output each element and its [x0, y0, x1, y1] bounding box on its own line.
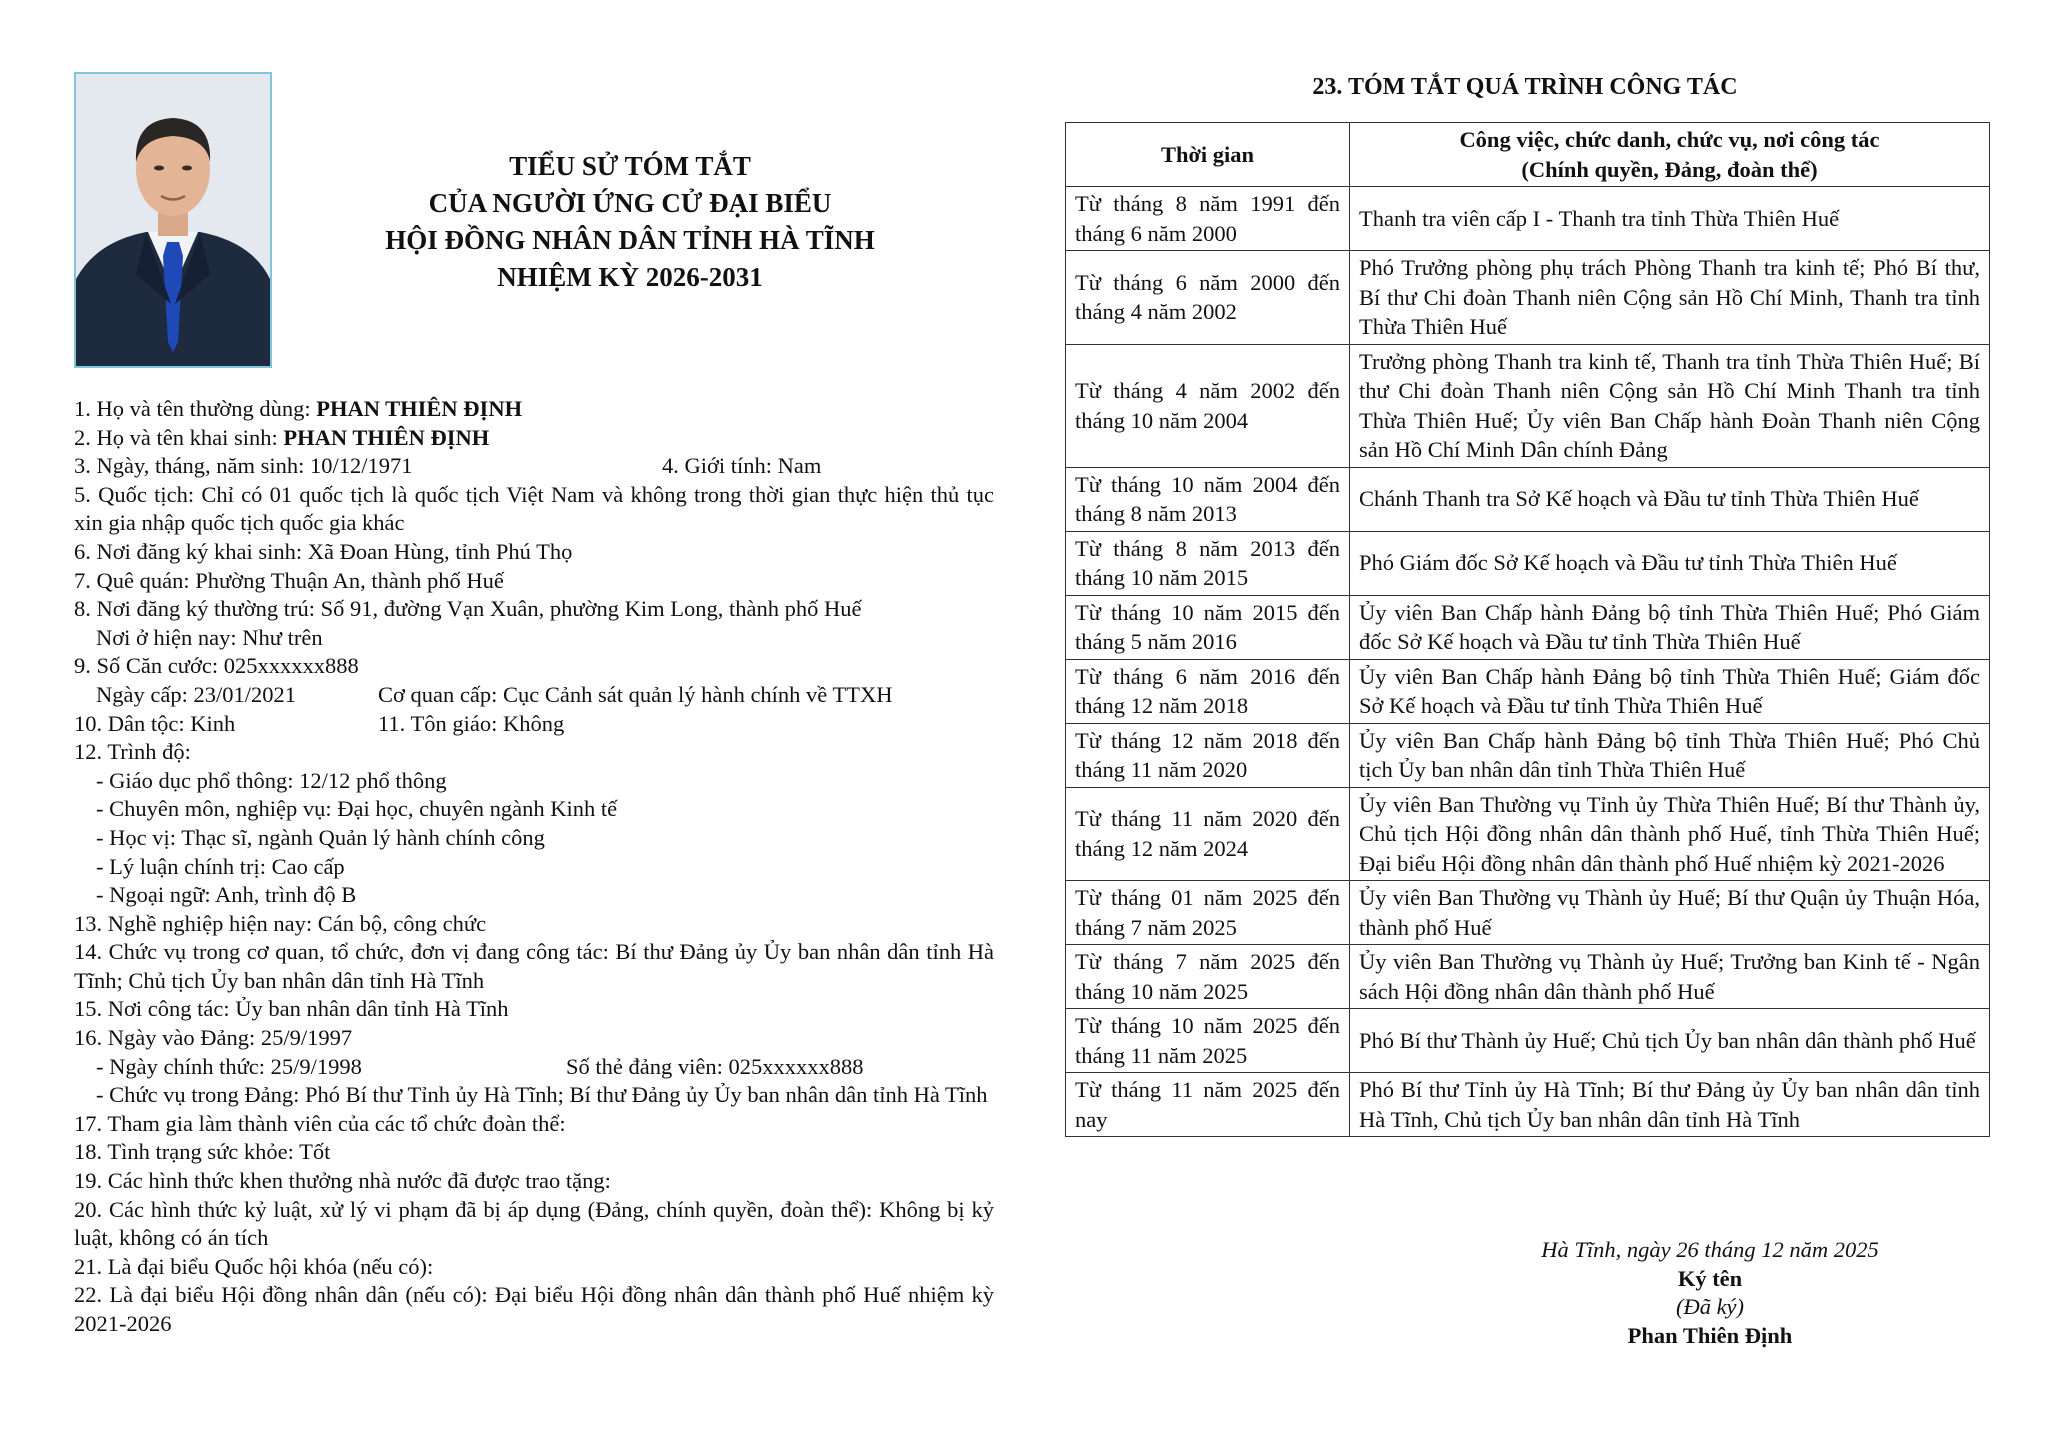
row-work: Ủy viên Ban Chấp hành Đảng bộ tỉnh Thừa Thiên Huế; Phó Giám đốc Sở Kế hoạch và Đầu tư tỉnh Thừa Thiên Huế: [1350, 595, 1990, 659]
row-work: Ủy viên Ban Chấp hành Đảng bộ tỉnh Thừa Thiên Huế; Phó Chủ tịch Ủy ban nhân dân tỉnh Thừa Thiên Huế: [1350, 723, 1990, 787]
table-row: [1066, 344, 1990, 467]
row-work: Phó Giám đốc Sở Kế hoạch và Đầu tư tỉnh Thừa Thiên Huế: [1350, 531, 1990, 595]
row-work: Ủy viên Ban Chấp hành Đảng bộ tỉnh Thừa Thiên Huế; Giám đốc Sở Kế hoạch và Đầu tư tỉnh Thừa Thiên Huế: [1350, 659, 1990, 723]
title-line-3: HỘI ĐỒNG NHÂN DÂN TỈNH HÀ TĨNH: [385, 225, 875, 255]
row-work: Ủy viên Ban Thường vụ Thành ủy Huế; Trưởng ban Kinh tế - Ngân sách Hội đồng nhân dân thành phố Huế: [1350, 945, 1990, 1009]
table-row: [1066, 187, 1990, 251]
table-row: [1066, 1073, 1990, 1137]
table-row: [1066, 723, 1990, 787]
row-time: Từ tháng 8 năm 1991 đến tháng 6 năm 2000: [1066, 187, 1350, 251]
id-issue-info: [74, 681, 994, 710]
row-time: Từ tháng 6 năm 2000 đến tháng 4 năm 2002: [1066, 251, 1350, 345]
table-row: [1066, 659, 1990, 723]
signed-note: (Đã ký): [1675, 1294, 1745, 1319]
religion: 11. Tôn giáo: Không: [378, 710, 565, 736]
info-item-10-11: [74, 710, 994, 739]
current-position: 14. Chức vụ trong cơ quan, tổ chức, đơn vị đang công tác: Bí thư Đảng ủy Ủy ban nhân dân tỉnh Hà Tĩnh; Chủ tịch Ủy ban nhân dân tỉnh Hà Tĩnh: [74, 939, 994, 993]
title-line-1: TIỂU SỬ TÓM TẮT: [509, 151, 751, 181]
table-row: [1066, 531, 1990, 595]
table-row: [1066, 945, 1990, 1009]
row-time: Từ tháng 01 năm 2025 đến tháng 7 năm 2025: [1066, 881, 1350, 945]
header-work: [1350, 123, 1990, 187]
info-item-2: [74, 424, 994, 453]
info-item-1: [74, 395, 994, 424]
row-work: Ủy viên Ban Thường vụ Tỉnh ủy Thừa Thiên Huế; Bí thư Thành ủy, Chủ tịch Hội đồng nhân dân thành phố Huế, tỉnh Thừa Thiên Huế; Đại biểu Hội đồng nhân dân thành phố Huế nhiệm kỳ 2021-2026: [1350, 787, 1990, 881]
title-line-2: CỦA NGƯỜI ỨNG CỬ ĐẠI BIỂU: [428, 188, 832, 218]
candidate-portrait: [74, 72, 272, 368]
party-card-number: Số thẻ đảng viên: 025xxxxxx888: [566, 1053, 864, 1079]
document-title: [330, 148, 930, 296]
table-row: [1066, 881, 1990, 945]
row-work: Phó Trưởng phòng phụ trách Phòng Thanh tra kinh tế; Phó Bí thư, Bí thư Chi đoàn Thanh niên Cộng sản Hồ Chí Minh, Thanh tra tỉnh Thừa Thiên Huế: [1350, 251, 1990, 345]
awards: 19. Các hình thức khen thưởng nhà nước đã được trao tặng:: [74, 1168, 611, 1194]
ethnicity: 10. Dân tộc: Kinh: [74, 710, 236, 736]
party-join-date: 16. Ngày vào Đảng: 25/9/1997: [74, 1025, 353, 1051]
row-time: Từ tháng 8 năm 2013 đến tháng 10 năm 2015: [1066, 531, 1350, 595]
signature-block: [1430, 1236, 1990, 1350]
education-heading: 12. Trình độ:: [74, 739, 191, 765]
row-work: Phó Bí thư Tỉnh ủy Hà Tĩnh; Bí thư Đảng ủy Ủy ban nhân dân tỉnh Hà Tĩnh, Chủ tịch Ủy ban nhân dân tỉnh Hà Tĩnh: [1350, 1073, 1990, 1137]
row-time: Từ tháng 7 năm 2025 đến tháng 10 năm 2025: [1066, 945, 1350, 1009]
education-general: - Giáo dục phổ thông: 12/12 phổ thông: [96, 767, 447, 793]
career-table: [1065, 122, 1990, 1137]
row-work: Trưởng phòng Thanh tra kinh tế, Thanh tra tỉnh Thừa Thiên Huế; Bí thư Chi đoàn Thanh niên Cộng sản Hồ Chí Minh Thanh tra tỉnh Thừa Thiên Huế; Ủy viên Ban Chấp hành Đoàn Thanh niên Cộng sản Hồ Chí Minh Dân chính Đảng: [1350, 344, 1990, 467]
health-status: 18. Tình trạng sức khỏe: Tốt: [74, 1139, 331, 1165]
party-official-date: - Ngày chính thức: 25/9/1998: [96, 1053, 362, 1079]
party-position: - Chức vụ trong Đảng: Phó Bí thư Tỉnh ủy Hà Tĩnh; Bí thư Đảng ủy Ủy ban nhân dân tỉnh Hà Tĩnh: [96, 1082, 988, 1108]
row-time: Từ tháng 10 năm 2004 đến tháng 8 năm 2013: [1066, 467, 1350, 531]
header-time: Thời gian: [1066, 123, 1350, 187]
title-line-4: NHIỆM KỲ 2026-2031: [497, 262, 763, 292]
info-label: 1. Họ và tên thường dùng:: [74, 396, 317, 421]
row-time: Từ tháng 10 năm 2015 đến tháng 5 năm 2016: [1066, 595, 1350, 659]
signer-name: Phan Thiên Định: [1627, 1322, 1793, 1348]
current-residence: Nơi ở hiện nay: Như trên: [96, 624, 323, 650]
place-date: Hà Tĩnh, ngày 26 tháng 12 năm 2025: [1541, 1237, 1879, 1262]
row-time: Từ tháng 10 năm 2025 đến tháng 11 năm 2025: [1066, 1009, 1350, 1073]
council-delegate: 22. Là đại biểu Hội đồng nhân dân (nếu có): Đại biểu Hội đồng nhân dân thành phố Huế nhiệm kỳ 2021-2026: [74, 1282, 994, 1336]
portrait-illustration: [76, 74, 270, 366]
row-work: Ủy viên Ban Thường vụ Thành ủy Huế; Bí thư Quận ủy Thuận Hóa, thành phố Huế: [1350, 881, 1990, 945]
row-work: Chánh Thanh tra Sở Kế hoạch và Đầu tư tỉnh Thừa Thiên Huế: [1350, 467, 1990, 531]
workplace: 15. Nơi công tác: Ủy ban nhân dân tỉnh Hà Tĩnh: [74, 996, 509, 1022]
table-header-row: [1066, 123, 1990, 187]
table-row: [1066, 467, 1990, 531]
row-time: Từ tháng 12 năm 2018 đến tháng 11 năm 2020: [1066, 723, 1350, 787]
discipline: 20. Các hình thức kỷ luật, xử lý vi phạm đã bị áp dụng (Đảng, chính quyền, đoàn thể): Không bị kỷ luật, không có án tích: [74, 1196, 994, 1251]
education-degree: - Học vị: Thạc sĩ, ngành Quản lý hành chính công: [96, 824, 545, 850]
permanent-address: 8. Nơi đăng ký thường trú: Số 91, đường Vạn Xuân, phường Kim Long, thành phố Huế: [74, 596, 862, 622]
id-number: 9. Số Căn cước: 025xxxxxx888: [74, 653, 359, 679]
header-work-line-2: (Chính quyền, Đảng, đoàn thể): [1521, 156, 1818, 182]
education-language: - Ngoại ngữ: Anh, trình độ B: [96, 882, 357, 908]
table-row: [1066, 787, 1990, 881]
party-official-info: [74, 1053, 994, 1082]
hometown: 7. Quê quán: Phường Thuận An, thành phố Huế: [74, 567, 504, 593]
sign-label: Ký tên: [1677, 1265, 1743, 1291]
nationality: 5. Quốc tịch: Chỉ có 01 quốc tịch là quốc tịch Việt Nam và không trong thời gian thực hiện thủ tục xin gia nhập quốc tịch quốc gia khác: [74, 481, 994, 536]
birth-name: PHAN THIÊN ĐỊNH: [283, 424, 490, 450]
occupation: 13. Nghề nghiệp hiện nay: Cán bộ, công chức: [74, 910, 487, 936]
national-assembly: 21. Là đại biểu Quốc hội khóa (nếu có):: [74, 1253, 434, 1279]
info-item-3-4: [74, 452, 994, 481]
info-label: 2. Họ và tên khai sinh:: [74, 424, 284, 450]
header-work-line-1: Công việc, chức danh, chức vụ, nơi công tác: [1459, 127, 1880, 152]
row-time: Từ tháng 6 năm 2016 đến tháng 12 năm 2018: [1066, 659, 1350, 723]
row-time: Từ tháng 11 năm 2025 đến nay: [1066, 1073, 1350, 1137]
career-section-title: 23. TÓM TẮT QUÁ TRÌNH CÔNG TÁC: [1312, 74, 1738, 100]
common-name: PHAN THIÊN ĐỊNH: [316, 396, 523, 421]
table-row: [1066, 251, 1990, 345]
row-time: Từ tháng 4 năm 2002 đến tháng 10 năm 2004: [1066, 344, 1350, 467]
id-issuer: Cơ quan cấp: Cục Cảnh sát quản lý hành chính về TTXH: [378, 681, 893, 707]
organizations: 17. Tham gia làm thành viên của các tổ chức đoàn thể:: [74, 1110, 566, 1136]
row-work: Thanh tra viên cấp I - Thanh tra tỉnh Thừa Thiên Huế: [1350, 187, 1990, 251]
id-issue-date: Ngày cấp: 23/01/2021: [96, 681, 296, 707]
row-work: Phó Bí thư Thành ủy Huế; Chủ tịch Ủy ban nhân dân thành phố Huế: [1350, 1009, 1990, 1073]
birth-registration: 6. Nơi đăng ký khai sinh: Xã Đoan Hùng, tỉnh Phú Thọ: [74, 538, 573, 564]
row-time: Từ tháng 11 năm 2020 đến tháng 12 năm 2024: [1066, 787, 1350, 881]
personal-info: [74, 395, 994, 1339]
education-political: - Lý luận chính trị: Cao cấp: [96, 853, 345, 879]
table-row: [1066, 595, 1990, 659]
birth-date: 3. Ngày, tháng, năm sinh: 10/12/1971: [74, 453, 413, 479]
education-professional: - Chuyên môn, nghiệp vụ: Đại học, chuyên ngành Kinh tế: [96, 796, 618, 822]
table-row: [1066, 1009, 1990, 1073]
gender: 4. Giới tính: Nam: [662, 453, 822, 479]
